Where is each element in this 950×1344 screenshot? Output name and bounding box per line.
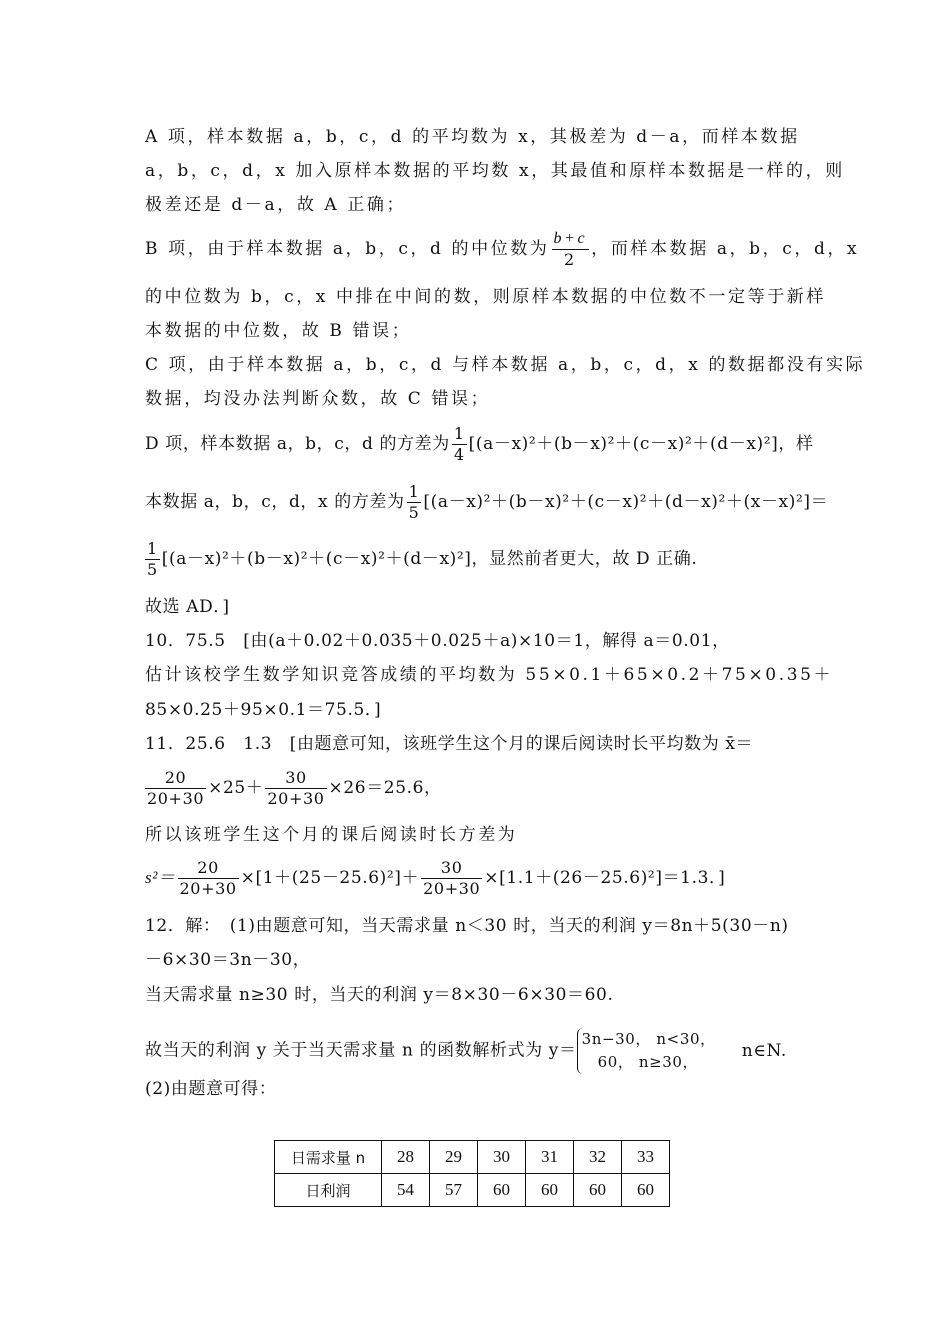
line-d2-text-2: [(a－x)²＋(b－x)²＋(c－x)²＋(d－x)²＋(x－x)²]＝ [423,492,829,512]
fraction-numerator: 20 [178,858,239,879]
fraction-numerator: 1 [147,539,158,558]
answer-line: 故选 AD．] [145,597,230,617]
q12-line-1: 12．解： (1)由题意可知，当天需求量 n＜30 时，当天的利润 y＝8n＋5(30－n) [145,916,789,936]
q11-text-mid: ×25＋ [208,778,264,798]
fraction-numerator: 20 [145,768,206,789]
table-cell: 29 [430,1141,478,1174]
line-a-item-3: 极差还是 d－a，故 A 正确； [145,195,407,215]
median-fraction [552,229,590,270]
line-d-item [145,424,814,465]
fraction-denominator: 20+30 [423,879,481,898]
table-cell: 60 [526,1174,574,1207]
fraction-denominator: 20+30 [179,879,237,898]
fraction-numerator: b+c [552,229,590,250]
table-cell: 60 [478,1174,526,1207]
fraction-numerator: 1 [453,424,465,443]
table-cell: 60 [574,1174,622,1207]
q12-domain: n∈N. [741,1040,787,1061]
fraction-denominator: 5 [408,503,420,522]
q12-part-2: (2)由题意可得： [145,1079,277,1099]
q10-line-2: 估计该校学生数学知识竞答成绩的平均数为 55×0.1＋65×0.2＋75×0.35＋ [145,665,834,685]
q10-line-1: 10．75.5 [由(a＋0.02＋0.035＋0.025＋a)×10＝1，解得 a＝0.01， [145,631,730,651]
q10-line-3: 85×0.25＋95×0.1＝75.5．] [145,700,382,720]
line-b-text-1: B 项，由于样本数据 a，b，c，d 的中位数为 [145,239,550,259]
table-cell: 32 [574,1141,622,1174]
fraction-numerator: 30 [265,768,326,789]
q12-line-4 [145,1028,787,1074]
fraction-numerator: 30 [421,858,482,879]
line-a-item-2: a，b，c，d，x 加入原样本数据的平均数 x，其最值和原样本数据是一样的，则 [145,161,845,181]
table-cell: 60 [622,1174,670,1207]
line-d-item-2 [145,482,828,523]
table-header-demand: 日需求量 n [275,1141,382,1174]
fraction-20-50 [145,768,206,809]
fraction-denominator: 2 [563,250,577,269]
q12-line-3: 当天需求量 n≥30 时，当天的利润 y＝8×30－6×30＝60. [145,985,614,1005]
fraction-numerator: 1 [408,482,420,501]
q11-line-1: 11．25.6 1.3 [由题意可知，该班学生这个月的课后阅读时长平均数为 x̄＝ [145,734,754,754]
fraction-30-50-b [421,858,482,899]
line-c-item: C 项，由于样本数据 a，b，c，d 与样本数据 a，b，c，d，x 的数据都没有实际 [145,355,866,375]
fraction-denominator: 4 [453,445,465,464]
table-cell: 30 [478,1141,526,1174]
table-row [275,1174,670,1207]
fraction-denominator: 5 [147,560,158,579]
q11-text-end: ×26＝25.6， [328,778,442,798]
line-d-text-2: [(a－x)²＋(b－x)²＋(c－x)²＋(d－x)²]，样 [468,434,814,454]
piecewise-case-2: 60， n≥30， [597,1053,699,1071]
table-cell: 54 [382,1174,430,1207]
q11-variance-end: ×[1.1＋(26－25.6)²]＝1.3．] [484,868,726,888]
q11-line-3: 所以该班学生这个月的课后阅读时长方差为 [145,825,518,845]
fraction-one-fifth-2 [145,539,160,580]
line-d-text-1: D 项，样本数据 a，b，c，d 的方差为 [145,434,450,454]
profit-table [274,1140,670,1207]
q11-variance-mid: ×[1＋(25－25.6)²]＋ [240,868,420,888]
line-b-item [145,229,859,270]
table-cell: 28 [382,1141,430,1174]
table-header-profit: 日利润 [275,1174,382,1207]
line-b-text-2: ，而样本数据 a，b，c，d，x [591,239,860,259]
line-b-item-3: 本数据的中位数，故 B 错误； [145,321,412,341]
fraction-30-50 [265,768,326,809]
table-cell: 33 [622,1141,670,1174]
fraction-denominator: 20+30 [267,789,325,808]
piecewise-case-1: 3n−30， n<30， [581,1030,716,1048]
line-d2-text-1: 本数据 a，b，c，d，x 的方差为 [145,492,405,512]
q11-line-4 [145,858,725,899]
q12-function-text: 故当天的利润 y 关于当天需求量 n 的函数解析式为 y＝ [145,1040,577,1061]
table-row [275,1141,670,1174]
piecewise-brace [577,1028,716,1074]
fraction-one-fourth [452,424,467,465]
line-d-item-3 [145,539,697,580]
fraction-20-50-b [178,858,239,899]
line-b-item-2: 的中位数为 b，c，x 中排在中间的数，则原样本数据的中位数不一定等于新样 [145,287,826,307]
q11-line-2 [145,768,442,809]
line-c-item-2: 数据，均没办法判断众数，故 C 错误； [145,389,491,409]
fraction-denominator: 20+30 [147,789,205,808]
table-cell: 57 [430,1174,478,1207]
q12-line-2: －6×30＝3n－30， [145,950,311,970]
table-cell: 31 [526,1141,574,1174]
line-d3-text: [(a－x)²＋(b－x)²＋(c－x)²＋(d－x)²]，显然前者更大，故 D 正确. [161,549,698,569]
line-a-item: A 项，样本数据 a，b，c，d 的平均数为 x，其极差为 d－a，而样本数据 [145,127,800,147]
fraction-one-fifth [407,482,422,523]
variance-symbol: s²＝ [145,868,176,887]
